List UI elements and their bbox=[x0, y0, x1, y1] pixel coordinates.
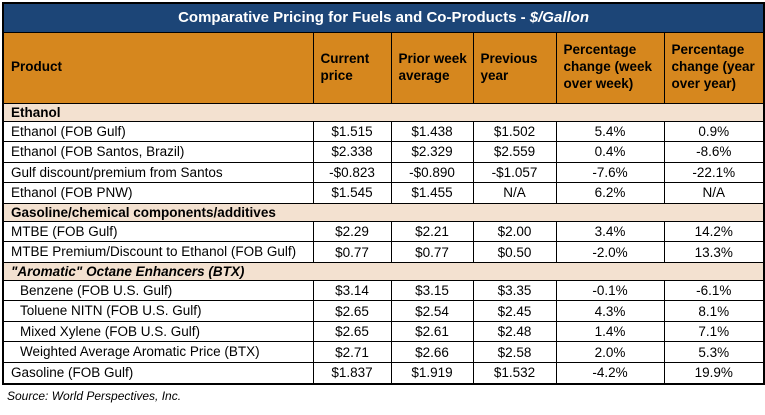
value-cell: 5.3% bbox=[664, 342, 764, 363]
column-header-0: Product bbox=[3, 32, 313, 103]
value-cell: $2.29 bbox=[313, 221, 391, 242]
value-cell: $2.329 bbox=[391, 142, 473, 163]
value-cell: 5.4% bbox=[556, 121, 664, 142]
value-cell: -$0.890 bbox=[391, 162, 473, 183]
table-row bbox=[3, 162, 764, 183]
table-row bbox=[3, 280, 764, 301]
value-cell: $1.502 bbox=[473, 121, 556, 142]
section-label: Gasoline/chemical components/additives bbox=[3, 203, 764, 221]
table-row bbox=[3, 183, 764, 204]
value-cell: $0.77 bbox=[313, 242, 391, 263]
value-cell: $2.21 bbox=[391, 221, 473, 242]
section-row bbox=[3, 262, 764, 280]
product-cell: Gulf discount/premium from Santos bbox=[3, 162, 313, 183]
value-cell: -2.0% bbox=[556, 242, 664, 263]
value-cell: $2.00 bbox=[473, 221, 556, 242]
product-cell: MTBE (FOB Gulf) bbox=[3, 221, 313, 242]
value-cell: $1.532 bbox=[473, 362, 556, 383]
value-cell: 4.3% bbox=[556, 301, 664, 322]
value-cell: 8.1% bbox=[664, 301, 764, 322]
value-cell: -$0.823 bbox=[313, 162, 391, 183]
value-cell: N/A bbox=[664, 183, 764, 204]
value-cell: $3.35 bbox=[473, 280, 556, 301]
product-cell: MTBE Premium/Discount to Ethanol (FOB Gulf) bbox=[3, 242, 313, 263]
value-cell: 13.3% bbox=[664, 242, 764, 263]
section-label: Ethanol bbox=[3, 103, 764, 121]
table-row bbox=[3, 342, 764, 363]
table-row bbox=[3, 221, 764, 242]
value-cell: 3.4% bbox=[556, 221, 664, 242]
value-cell: 0.9% bbox=[664, 121, 764, 142]
column-header-2: Prior week average bbox=[391, 32, 473, 103]
table-row bbox=[3, 362, 764, 383]
value-cell: $0.77 bbox=[391, 242, 473, 263]
value-cell: $1.919 bbox=[391, 362, 473, 383]
value-cell: 1.4% bbox=[556, 321, 664, 342]
product-cell: Benzene (FOB U.S. Gulf) bbox=[3, 280, 313, 301]
value-cell: -7.6% bbox=[556, 162, 664, 183]
value-cell: $2.559 bbox=[473, 142, 556, 163]
value-cell: $2.65 bbox=[313, 321, 391, 342]
value-cell: 0.4% bbox=[556, 142, 664, 163]
value-cell: N/A bbox=[473, 183, 556, 204]
title-row bbox=[3, 3, 764, 32]
section-row bbox=[3, 203, 764, 221]
product-cell: Ethanol (FOB PNW) bbox=[3, 183, 313, 204]
value-cell: -0.1% bbox=[556, 280, 664, 301]
table-row bbox=[3, 142, 764, 163]
value-cell: $3.15 bbox=[391, 280, 473, 301]
table-title-text: Comparative Pricing for Fuels and Co-Products - bbox=[178, 9, 530, 27]
value-cell: $2.45 bbox=[473, 301, 556, 322]
value-cell: -$1.057 bbox=[473, 162, 556, 183]
section-row bbox=[3, 103, 764, 121]
value-cell: $1.515 bbox=[313, 121, 391, 142]
table-row bbox=[3, 301, 764, 322]
product-cell: Weighted Average Aromatic Price (BTX) bbox=[3, 342, 313, 363]
table-row bbox=[3, 321, 764, 342]
value-cell: $2.338 bbox=[313, 142, 391, 163]
value-cell: $3.14 bbox=[313, 280, 391, 301]
value-cell: $2.71 bbox=[313, 342, 391, 363]
value-cell: $1.545 bbox=[313, 183, 391, 204]
product-cell: Mixed Xylene (FOB U.S. Gulf) bbox=[3, 321, 313, 342]
section-label: "Aromatic" Octane Enhancers (BTX) bbox=[3, 262, 764, 280]
product-cell: Toluene NITN (FOB U.S. Gulf) bbox=[3, 301, 313, 322]
value-cell: $2.61 bbox=[391, 321, 473, 342]
value-cell: $2.54 bbox=[391, 301, 473, 322]
table-row bbox=[3, 242, 764, 263]
value-cell: $2.65 bbox=[313, 301, 391, 322]
value-cell: 19.9% bbox=[664, 362, 764, 383]
product-cell: Gasoline (FOB Gulf) bbox=[3, 362, 313, 383]
value-cell: -22.1% bbox=[664, 162, 764, 183]
column-header-1: Current price bbox=[313, 32, 391, 103]
value-cell: $2.48 bbox=[473, 321, 556, 342]
value-cell: 7.1% bbox=[664, 321, 764, 342]
column-header-3: Previous year bbox=[473, 32, 556, 103]
column-header-5: Percentage change (year over year) bbox=[664, 32, 764, 103]
value-cell: 14.2% bbox=[664, 221, 764, 242]
value-cell: $2.58 bbox=[473, 342, 556, 363]
value-cell: $1.455 bbox=[391, 183, 473, 204]
value-cell: $2.66 bbox=[391, 342, 473, 363]
value-cell: -6.1% bbox=[664, 280, 764, 301]
source-note: Source: World Perspectives, Inc. bbox=[7, 388, 182, 403]
value-cell: 6.2% bbox=[556, 183, 664, 204]
table-row bbox=[3, 121, 764, 142]
value-cell: $0.50 bbox=[473, 242, 556, 263]
pricing-table bbox=[2, 2, 765, 385]
value-cell: -4.2% bbox=[556, 362, 664, 383]
value-cell: -8.6% bbox=[664, 142, 764, 163]
table-title-unit: $/Gallon bbox=[529, 9, 589, 27]
value-cell: $1.438 bbox=[391, 121, 473, 142]
column-header-4: Percentage change (week over week) bbox=[556, 32, 664, 103]
product-cell: Ethanol (FOB Santos, Brazil) bbox=[3, 142, 313, 163]
product-cell: Ethanol (FOB Gulf) bbox=[3, 121, 313, 142]
value-cell: $1.837 bbox=[313, 362, 391, 383]
value-cell: 2.0% bbox=[556, 342, 664, 363]
table-title bbox=[3, 3, 764, 32]
column-header-row bbox=[3, 32, 764, 103]
